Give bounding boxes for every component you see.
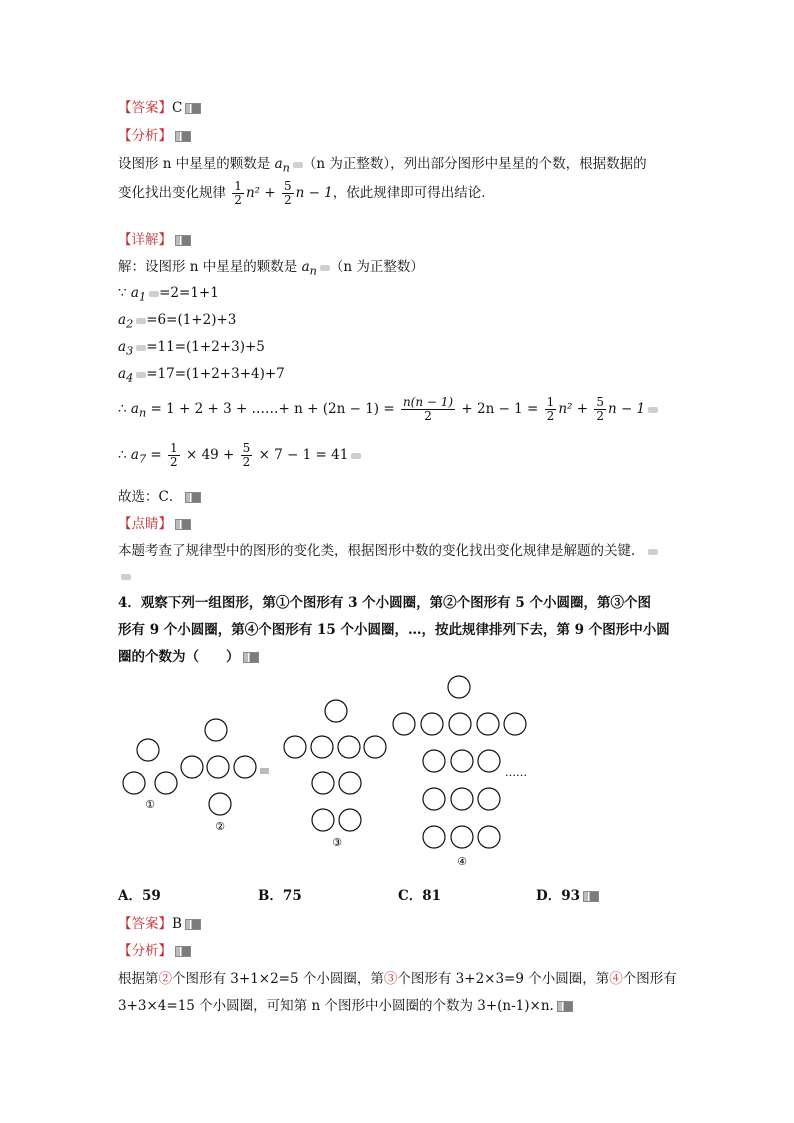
option-d[interactable]: D．93 <box>536 884 599 904</box>
detail-1-heading <box>118 228 191 248</box>
answer-value: B <box>172 916 182 932</box>
watermark-icon <box>557 1001 573 1012</box>
figure4-circle <box>478 750 500 772</box>
a1-expr: =2=1+1 <box>159 285 219 301</box>
comment-label: 【点睛】 <box>118 516 172 532</box>
therefore-symbol: ∴ <box>118 401 127 418</box>
comment-1-heading <box>118 512 191 532</box>
analysis-1-line1 <box>118 152 647 175</box>
answer-1 <box>118 96 201 116</box>
choose-text: 故选：C． <box>118 489 183 505</box>
analysis-1-line2: 变化找出变化规律 $\frac{1}{2}$ n² + $\frac{5}{2}$ n − 1，依此规律即可得出结论． <box>118 179 495 208</box>
analysis-text: 3+3×4=15 个小圆圈，可知第 n 个图形中小圆圈的个数为 3+(n-1)×n. <box>118 998 554 1014</box>
analysis-text: 个图形有 <box>622 971 677 987</box>
question-4-line2: 形有 9 个小圆圈，第④个图形有 15 个小圆圈，…，按此规律排列下去，第 9 个图形中小圆 <box>118 622 670 638</box>
figure1-circle <box>155 772 177 794</box>
figure4-circle <box>448 676 470 698</box>
option-a[interactable]: A．59 <box>118 888 161 904</box>
detail-a3 <box>118 339 265 358</box>
figure3-circle <box>325 700 347 722</box>
a2-expr: =6=(1+2)+3 <box>146 312 237 328</box>
watermark-icon <box>260 768 269 774</box>
watermark-icon <box>149 291 159 297</box>
circle-pattern-figure <box>110 668 550 873</box>
math-term: n² <box>558 401 573 418</box>
detail-intro <box>118 255 424 278</box>
fraction: $\frac{1}{2}$ <box>234 179 242 208</box>
figure1-circle <box>137 739 159 761</box>
watermark-icon <box>136 372 146 378</box>
analysis-text: 个图形有 3+1×2=5 个小圆圈，第 <box>172 971 384 987</box>
math-a3: $a_3$ <box>118 339 134 358</box>
detail-a7: ∴ $a_7$ = $\frac{1}{2}$ × 49 + $\frac{5}{2}$ × 7 − 1 = 41 <box>118 442 361 469</box>
math-a7: $a_7$ <box>130 447 147 466</box>
figure4-circle <box>504 713 526 735</box>
figure2-circle <box>181 756 203 778</box>
math-a-n: $a_n$ <box>301 259 317 278</box>
math-a1: $a_1$ <box>130 285 147 304</box>
math-a-n: $a_n$ <box>274 156 290 175</box>
an-expr: = 1 + 2 + 3 + ……+ n + (2n − 1) = <box>150 401 395 418</box>
answer-value: C <box>172 100 183 116</box>
watermark-icon <box>121 574 131 580</box>
math-term: n − 1 <box>295 185 333 202</box>
therefore-symbol: ∴ <box>118 447 127 464</box>
analysis-2-line1 <box>118 967 677 987</box>
figure3-circle <box>338 736 360 758</box>
figure4-circle <box>423 788 445 810</box>
answer-2 <box>118 912 201 932</box>
watermark-icon <box>583 891 599 902</box>
a4-expr: =17=(1+2+3+4)+7 <box>146 366 285 382</box>
watermark-icon <box>351 453 361 459</box>
figure4-circle <box>477 713 499 735</box>
figure4-circle <box>451 826 473 848</box>
watermark-icon <box>175 131 191 142</box>
figure4-circle <box>478 788 500 810</box>
analysis-2-heading <box>118 939 191 959</box>
figure4-circle <box>421 713 443 735</box>
analysis-text-tail: ，依此规律即可得出结论． <box>332 185 495 202</box>
figure4-circle <box>478 826 500 848</box>
option-b[interactable]: B．75 <box>258 888 302 904</box>
figure-label-2: ② <box>215 820 225 833</box>
an-mid: + 2n − 1 = <box>461 401 539 418</box>
analysis-text: 个图形有 3+2×3=9 个小圆圈，第 <box>397 971 610 987</box>
fraction: $\frac{5}{2}$ <box>242 441 251 470</box>
watermark-icon <box>136 345 146 351</box>
figure4-circle <box>393 713 415 735</box>
analysis-2-line2 <box>118 994 573 1014</box>
figure2-circle <box>234 756 256 778</box>
comment-1-text <box>118 539 658 559</box>
figure-label-1: ① <box>145 798 155 811</box>
figure4-circle <box>423 826 445 848</box>
watermark-icon <box>175 235 191 246</box>
fraction: $\frac{5}{2}$ <box>596 395 604 424</box>
a7-expr: × 49 + <box>185 447 235 464</box>
figure3-circle <box>339 772 361 794</box>
comment-text: 本题考查了规律型中的图形的变化类，根据图形中数的变化找出变化规律是解题的关键． <box>118 543 645 559</box>
figure4-circle <box>449 713 471 735</box>
math-a-n: $a_n$ <box>130 401 147 420</box>
ellipsis: …… <box>505 766 527 779</box>
figure1-circle <box>123 772 145 794</box>
watermark-icon <box>648 549 658 555</box>
watermark-icon <box>243 652 259 663</box>
analysis-1-heading <box>118 124 191 144</box>
figure3-circle <box>339 809 361 831</box>
detail-an: ∴ $a_n = 1 + 2 + 3$ + ……+ n + (2n − 1) = $\frac{n(n - 1)}{2}$ + 2n − 1 = $\frac{1}{2}$ n² + $\frac{5}{2}$ n − 1 <box>118 396 658 423</box>
watermark-icon <box>185 919 201 930</box>
figure3-circle <box>312 809 334 831</box>
figure-label-4: ④ <box>457 855 467 868</box>
figure3-circle <box>311 736 333 758</box>
math-a4: $a_4$ <box>118 366 134 385</box>
figure3-circle <box>284 736 306 758</box>
watermark-icon <box>320 265 330 271</box>
figure-label-3: ③ <box>332 836 342 849</box>
detail-text: 解：设图形 n 中星星的颗数是 <box>118 259 298 275</box>
option-c[interactable]: C．81 <box>398 888 442 904</box>
circled-number: ④ <box>609 971 623 987</box>
math-term: n − 1 <box>607 401 646 418</box>
question-4-prompt: 圈的个数为（ ） <box>118 649 240 665</box>
a3-expr: =11=(1+2+3)+5 <box>146 339 265 355</box>
analysis-text: 变化找出变化规律 <box>118 185 226 202</box>
question-4-line3 <box>118 645 259 665</box>
detail-text-tail: （n 为正整数） <box>329 259 424 275</box>
watermark-icon <box>185 103 201 114</box>
figure3-circle <box>312 772 334 794</box>
watermark-icon <box>185 492 201 503</box>
analysis-text-tail: （n 为正整数），列出部分图形中星星的个数，根据数据的 <box>302 156 647 172</box>
fraction: $\frac{5}{2}$ <box>283 179 292 208</box>
answer-label: 【答案】 <box>118 100 172 116</box>
figure2-circle <box>209 793 231 815</box>
figure4-circle <box>451 750 473 772</box>
question-4-line1: 4．观察下列一组图形，第①个图形有 3 个小圆圈，第②个图形有 5 个小圆圈，第③个图 <box>118 595 651 611</box>
figure4-circle <box>423 750 445 772</box>
math-a2: $a_2$ <box>118 312 134 331</box>
detail-a1 <box>118 285 219 304</box>
fraction: $\frac{1}{2}$ <box>170 441 178 470</box>
analysis-label: 【分析】 <box>118 128 172 144</box>
analysis-label: 【分析】 <box>118 943 172 959</box>
because-symbol: ∵ <box>118 285 127 301</box>
figure2-circle <box>205 719 227 741</box>
circled-number: ② <box>158 971 172 987</box>
a7-expr-tail: × 7 − 1 = 41 <box>258 447 349 464</box>
analysis-text: 根据第 <box>118 971 159 987</box>
watermark-icon <box>293 162 303 168</box>
watermark-icon <box>175 946 191 957</box>
fraction: $\frac{n(n - 1)}{2}$ <box>402 395 454 424</box>
fraction: $\frac{1}{2}$ <box>546 395 555 424</box>
figure2-circle <box>207 756 229 778</box>
detail-a2 <box>118 312 236 331</box>
figure3-circle <box>364 736 386 758</box>
math-term: n² <box>245 185 261 202</box>
watermark-icon <box>175 519 191 530</box>
watermark-icon <box>648 407 658 413</box>
watermark-row <box>118 568 131 584</box>
circled-number: ③ <box>383 971 398 987</box>
detail-choose <box>118 485 201 505</box>
watermark-icon <box>136 318 146 324</box>
analysis-text: 设图形 n 中星星的颗数是 <box>118 156 271 172</box>
detail-a4 <box>118 366 285 385</box>
figure4-circle <box>451 788 473 810</box>
answer-label: 【答案】 <box>118 916 172 932</box>
detail-label: 【详解】 <box>118 232 172 248</box>
